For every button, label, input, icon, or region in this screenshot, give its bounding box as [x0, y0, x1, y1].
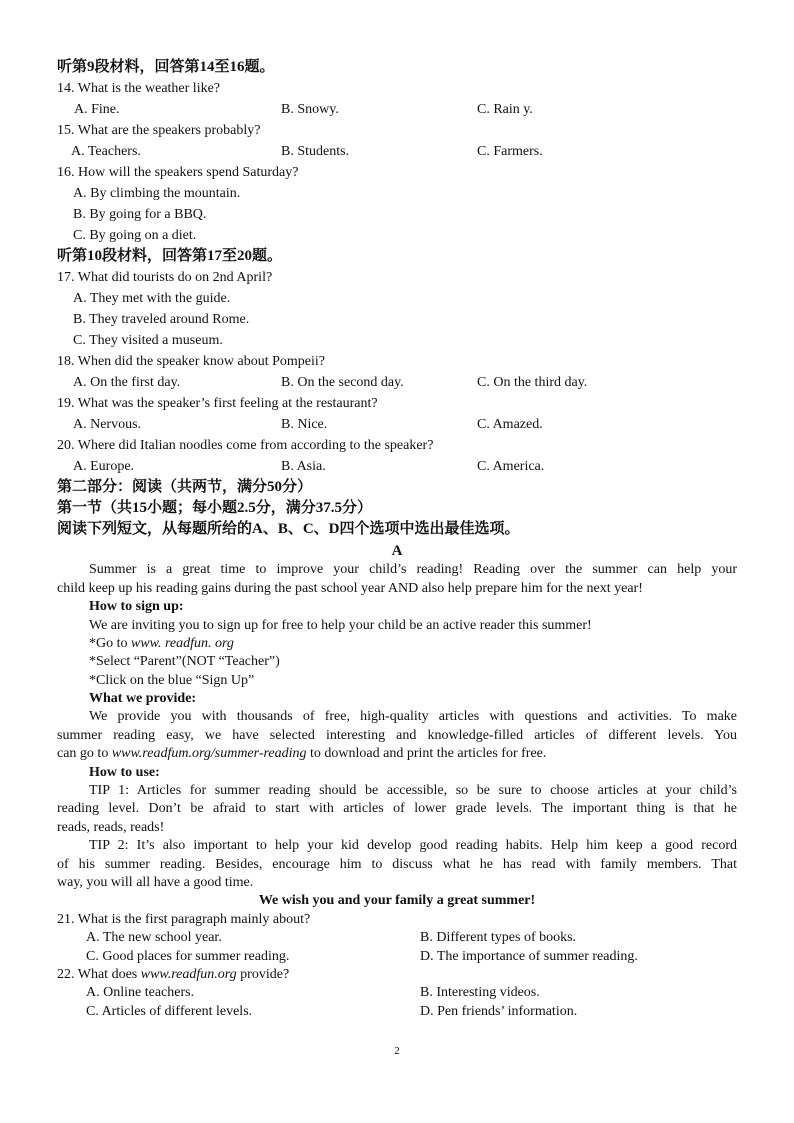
passage-letter: A [391, 543, 403, 559]
tip-2-line-2: of his summer reading. Besides, encourage him to discuss what he has read with family members. That [57, 857, 737, 872]
signup-line-1: We are inviting you to sign up for free to help your child be an active reader this summer! [89, 618, 592, 633]
question-17-stem: 17. What did tourists do on 2nd April? [57, 270, 273, 285]
section-1-heading: 第一节（共15小题；每小题2.5分，满分37.5分） [57, 500, 373, 516]
q18-option-b: B. On the second day. [281, 375, 404, 390]
q16-option-c: C. By going on a diet. [73, 228, 197, 243]
section-10-heading: 听第10段材料，回答第17至20题。 [57, 248, 283, 264]
readfun-link: www. readfun. org [131, 636, 234, 651]
q19-option-b: B. Nice. [281, 417, 328, 432]
q19-option-c: C. Amazed. [477, 417, 543, 432]
q20-option-a: A. Europe. [73, 459, 135, 474]
reading-instructions: 阅读下列短文，从每题所给的A、B、C、D四个选项中选出最佳选项。 [57, 521, 520, 537]
provide-line-1: We provide you with thousands of free, high-quality articles with questions and activities. To make [89, 709, 737, 724]
signup-line-4: *Click on the blue “Sign Up” [89, 673, 255, 688]
tip-2-line-1: TIP 2: It’s also important to help your kid develop good reading habits. Help him keep a good record [89, 838, 737, 853]
passage-paragraph-1-line-2: child keep up his reading gains during the past school year AND also help prepare him for the next year! [57, 581, 643, 596]
q20-option-b: B. Asia. [281, 459, 326, 474]
q18-option-c: C. On the third day. [477, 375, 588, 390]
question-14-stem: 14. What is the weather like? [57, 81, 221, 96]
question-19-stem: 19. What was the speaker’s first feeling at the restaurant? [57, 396, 378, 411]
question-18-stem: 18. When did the speaker know about Pompeii? [57, 354, 326, 369]
q15-option-a: A. Teachers. [71, 144, 141, 159]
q17-option-c: C. They visited a museum. [73, 333, 223, 348]
heading-what-we-provide: What we provide: [89, 691, 197, 706]
part-2-heading: 第二部分：阅读（共两节，满分50分） [57, 479, 313, 495]
summer-reading-link: www.readfum.org/summer-reading [111, 746, 307, 761]
question-16-stem: 16. How will the speakers spend Saturday? [57, 165, 299, 180]
q21-option-b: B. Different types of books. [420, 930, 577, 945]
q16-option-b: B. By going for a BBQ. [73, 207, 207, 222]
q22-option-a: A. Online teachers. [86, 985, 195, 1000]
provide-line-2: summer reading easy, we have selected interesting and knowledge-filled articles of different levels. You [57, 728, 737, 743]
section-9-heading: 听第9段材料，回答第14至16题。 [57, 59, 275, 75]
readfun-link-q22: www.readfun.org [140, 967, 237, 982]
tip-1-line-2: reading level. Don’t be afraid to start with articles of lower grade levels. The important thing is that he [57, 801, 737, 816]
q14-option-b: B. Snowy. [281, 102, 339, 117]
tip-2-line-3: way, you will all have a good time. [57, 875, 254, 890]
q17-option-b: B. They traveled around Rome. [73, 312, 250, 327]
q14-option-c: C. Rain y. [477, 102, 533, 117]
question-20-stem: 20. Where did Italian noodles come from according to the speaker? [57, 438, 434, 453]
question-15-stem: 15. What are the speakers probably? [57, 123, 261, 138]
q18-option-a: A. On the first day. [73, 375, 181, 390]
q21-option-d: D. The importance of summer reading. [420, 949, 638, 964]
q17-option-a: A. They met with the guide. [73, 291, 231, 306]
q21-option-a: A. The new school year. [86, 930, 222, 945]
signup-line-2: *Go to www. readfun. org [89, 636, 234, 651]
heading-how-to-use: How to use: [89, 765, 160, 780]
question-22-stem: 22. What does www.readfun.org provide? [57, 967, 290, 982]
q19-option-a: A. Nervous. [73, 417, 142, 432]
question-21-stem: 21. What is the first paragraph mainly about? [57, 912, 311, 927]
q22-option-b: B. Interesting videos. [420, 985, 540, 1000]
q15-option-b: B. Students. [281, 144, 350, 159]
signup-line-3: *Select “Parent”(NOT “Teacher”) [89, 654, 280, 669]
page-number: 2 [394, 1045, 400, 1057]
q20-option-c: C. America. [477, 459, 545, 474]
q16-option-a: A. By climbing the mountain. [73, 186, 241, 201]
q22-option-c: C. Articles of different levels. [86, 1004, 253, 1019]
closing-line: We wish you and your family a great summer! [258, 893, 536, 908]
q22-option-d: D. Pen friends’ information. [420, 1004, 578, 1019]
passage-paragraph-1-line-1: Summer is a great time to improve your child’s reading! Reading over the summer can help your [89, 562, 737, 577]
heading-how-to-sign-up: How to sign up: [89, 599, 184, 614]
tip-1-line-3: reads, reads, reads! [57, 820, 165, 835]
q14-option-a: A. Fine. [74, 102, 120, 117]
q21-option-c: C. Good places for summer reading. [86, 949, 290, 964]
provide-line-3: can go to www.readfum.org/summer-reading to download and print the articles for free. [57, 746, 547, 761]
tip-1-line-1: TIP 1: Articles for summer reading should be accessible, so be sure to choose articles at your child’s [89, 783, 737, 798]
q15-option-c: C. Farmers. [477, 144, 543, 159]
